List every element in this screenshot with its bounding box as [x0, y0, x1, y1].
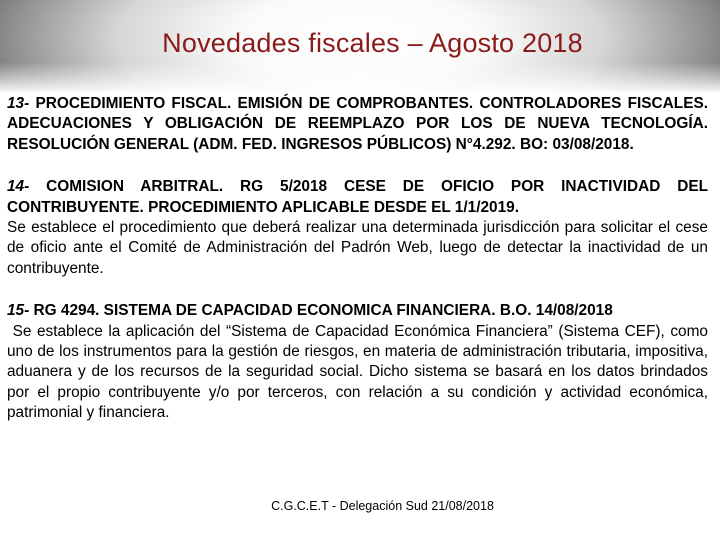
item-heading: PROCEDIMIENTO FISCAL. EMISIÓN DE COMPROBANTES. CONTROLADORES FISCALES. ADECUACIONES Y OBLIGACIÓN DE REEMPLAZO POR LOS DE NUEVA TECNOLOGÍA. RESOLUCIÓN GENERAL (ADM. FED. INGRESOS PÚBLICOS) N°4.292. BO: 03/08/2018.: [7, 95, 708, 153]
slide-footer: C.G.C.E.T - Delegación Sud 21/08/2018: [271, 499, 494, 513]
news-item-15: [7, 301, 713, 423]
item-description: Se establece el procedimiento que deberá realizar una determinada jurisdicción para solicitar el cese de oficio ante el Comité de Administración del Padrón Web, luego de detectar la inactividad de un contribuyente.: [7, 219, 708, 277]
item-heading: RG 4294. SISTEMA DE CAPACIDAD ECONOMICA FINANCIERA. B.O. 14/08/2018: [29, 302, 613, 320]
item-number: 14-: [7, 178, 30, 196]
news-list: [7, 94, 713, 424]
item-number: 15-: [7, 302, 30, 320]
item-description: Se establece la aplicación del “Sistema de Capacidad Económica Financiera” (Sistema CEF), como uno de los instrumentos para la gestión de riesgos, en materia de administración tributaria, impositiva, aduanera y de los recursos de la seguridad social. Dicho sistema se basará en los datos brindados por el propio contribuyente y/o por terceros, con relación a su condición y actividad económica, patrimonial y financiera.: [7, 322, 713, 422]
item-heading: COMISION ARBITRAL. RG 5/2018 CESE DE OFICIO POR INACTIVIDAD DEL CONTRIBUYENTE. PROCEDIMIENTO APLICABLE DESDE EL 1/1/2019.: [7, 178, 708, 216]
news-item-14: [7, 177, 708, 279]
news-item-13: [7, 94, 708, 155]
slide-title: Novedades fiscales – Agosto 2018: [162, 28, 583, 58]
item-number: 13-: [7, 95, 30, 112]
title-banner-fade: [0, 62, 720, 94]
